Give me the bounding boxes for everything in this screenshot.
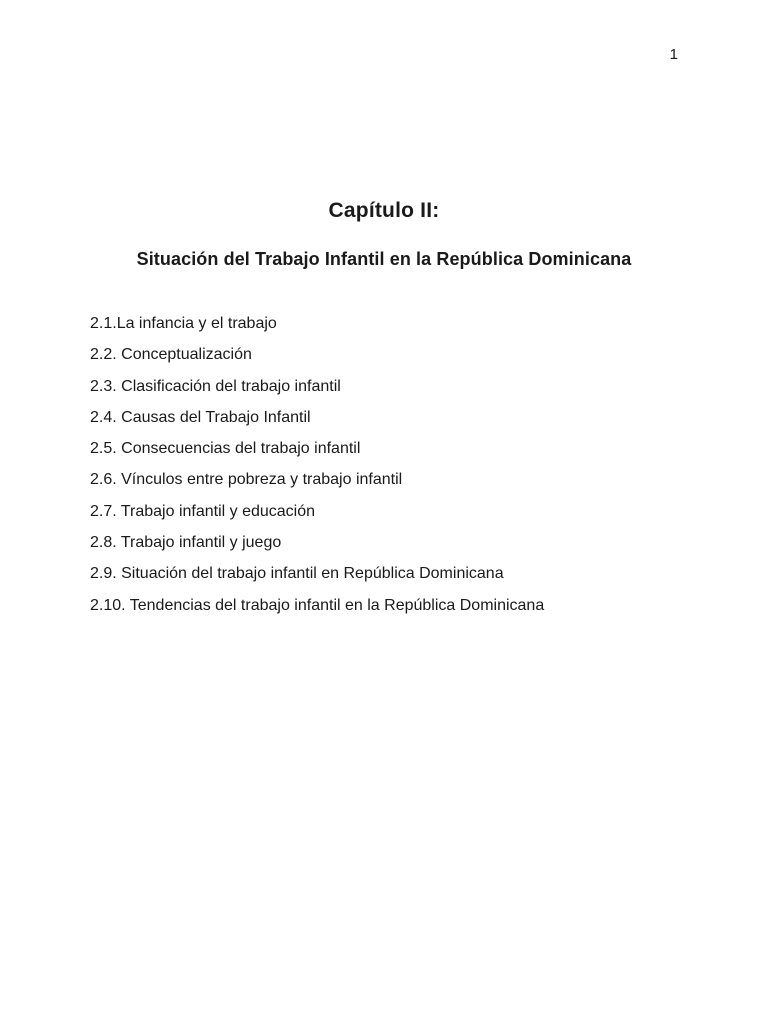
chapter-subtitle: Situación del Trabajo Infantil en la República Dominicana	[136, 249, 632, 269]
toc-item: 2.5. Consecuencias del trabajo infantil	[90, 440, 361, 458]
toc-item: 2.7. Trabajo infantil y educación	[90, 502, 316, 520]
toc-item: 2.4. Causas del Trabajo Infantil	[90, 408, 311, 426]
page-number: 1	[669, 46, 678, 63]
table-of-contents	[90, 312, 730, 625]
toc-item: 2.2. Conceptualización	[90, 346, 252, 364]
toc-item: 2.9. Situación del trabajo infantil en República Dominicana	[90, 565, 504, 583]
toc-item: 2.3. Clasificación del trabajo infantil	[90, 377, 341, 395]
toc-item: 2.8. Trabajo infantil y juego	[90, 534, 282, 552]
toc-item: 2.1.La infancia y el trabajo	[90, 315, 277, 332]
chapter-title: Capítulo II:	[328, 199, 440, 222]
toc-item: 2.10. Tendencias del trabajo infantil en la República Dominicana	[90, 596, 545, 614]
toc-item: 2.6. Vínculos entre pobreza y trabajo infantil	[90, 471, 403, 489]
